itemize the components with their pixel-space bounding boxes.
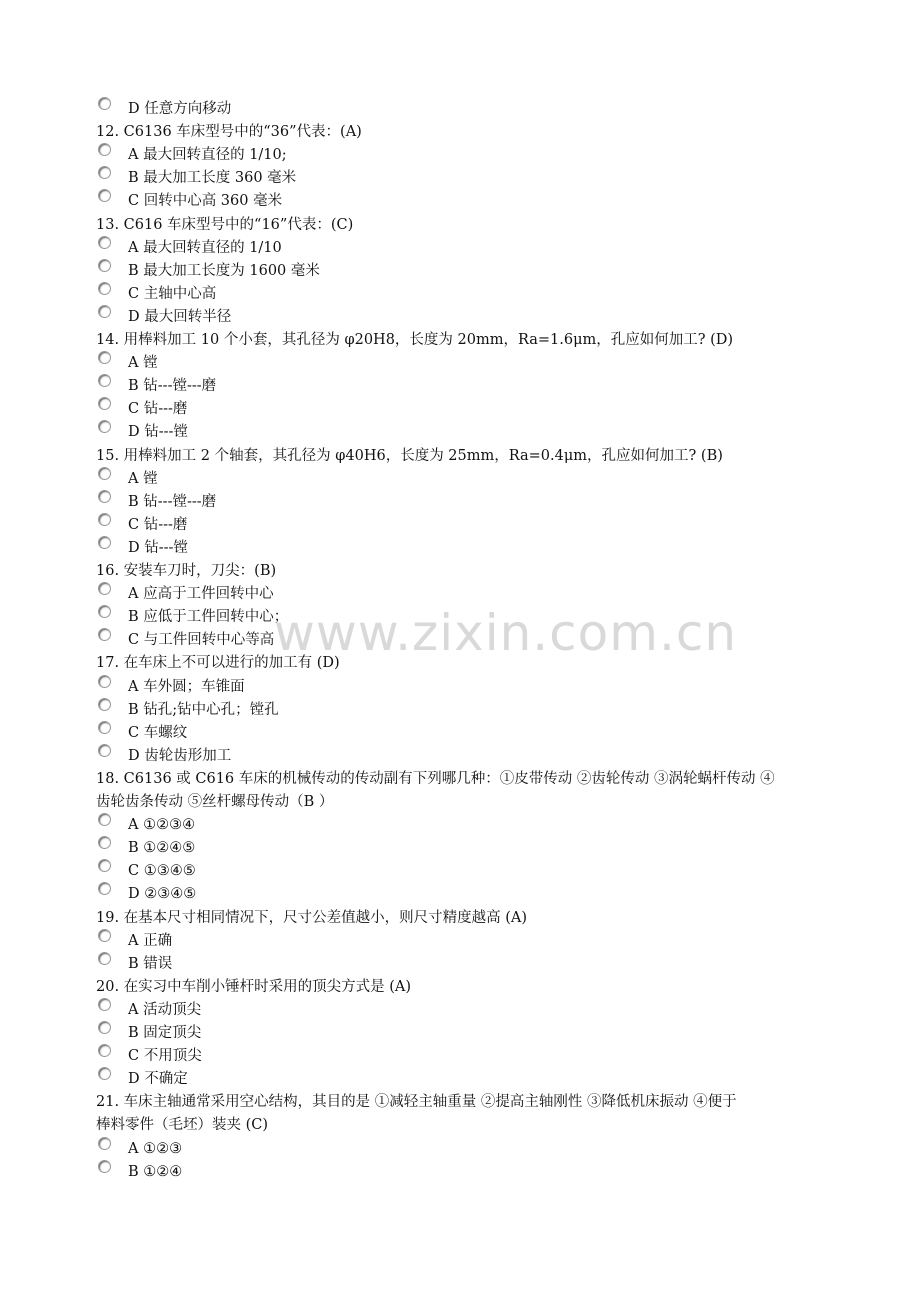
option-label: A 车外圆；车锥面 [128, 678, 245, 695]
watermark: www.zixin.com.cn [274, 604, 738, 662]
option-label: C ①③④⑤ [128, 863, 196, 880]
radio-button[interactable] [98, 628, 111, 641]
radio-button[interactable] [98, 582, 111, 595]
question-text: 17. 在车床上不可以进行的加工有 (D) [96, 655, 340, 672]
option-label: A 镗 [128, 355, 158, 372]
radio-button[interactable] [98, 605, 111, 618]
radio-button[interactable] [98, 836, 111, 849]
option-label: C 钻---磨 [128, 401, 188, 418]
radio-button[interactable] [98, 97, 111, 110]
question-text: 13. C616 车床型号中的“16”代表：(C) [96, 216, 354, 233]
radio-button[interactable] [98, 1044, 111, 1057]
option-label: C 车螺纹 [128, 724, 188, 741]
option-label: D 最大回转半径 [128, 308, 232, 325]
option-label: B 最大加工长度 360 毫米 [128, 170, 297, 187]
question-text: 18. C6136 或 C616 车床的机械传动的传动副有下列哪几种：①皮带传动 ②齿轮传动 ③涡轮蜗杆传动 ④ [96, 770, 775, 787]
option-label: A 镗 [128, 470, 158, 487]
question-text: 21. 车床主轴通常采用空心结构，其目的是 ①减轻主轴重量 ②提高主轴刚性 ③降低机床振动 ④便于 [96, 1094, 737, 1111]
option-label: A 活动顶尖 [128, 1001, 202, 1018]
option-label: D 任意方向移动 [128, 101, 232, 117]
question-text: 20. 在实习中车削小锤杆时采用的顶尖方式是 (A) [96, 978, 412, 995]
radio-button[interactable] [98, 698, 111, 711]
radio-button[interactable] [98, 1160, 111, 1173]
radio-button[interactable] [98, 282, 111, 295]
option-label: B 最大加工长度为 1600 毫米 [128, 262, 320, 279]
radio-button[interactable] [98, 929, 111, 942]
option-label: B 钻---镗---磨 [128, 378, 217, 395]
option-label: A 应高于工件回转中心 [128, 586, 274, 603]
radio-button[interactable] [98, 259, 111, 272]
radio-button[interactable] [98, 351, 111, 364]
radio-button[interactable] [98, 236, 111, 249]
radio-button[interactable] [98, 374, 111, 387]
question-text: 12. C6136 车床型号中的“36”代表：(A) [96, 124, 362, 141]
radio-button[interactable] [98, 420, 111, 433]
option-label: A 最大回转直径的 1/10; [128, 147, 287, 164]
radio-button[interactable] [98, 305, 111, 318]
radio-button[interactable] [98, 1067, 111, 1080]
radio-button[interactable] [98, 513, 111, 526]
option-label: C 回转中心高 360 毫米 [128, 193, 283, 210]
radio-button[interactable] [98, 166, 111, 179]
option-label: A 最大回转直径的 1/10 [128, 239, 282, 256]
option-label: C 与工件回转中心等高 [128, 632, 275, 649]
radio-button[interactable] [98, 882, 111, 895]
option-label: D 钻---镗 [128, 424, 188, 441]
option-label: C 不用顶尖 [128, 1048, 202, 1065]
option-label: C 主轴中心高 [128, 285, 217, 302]
option-label: B 错误 [128, 955, 173, 972]
radio-button[interactable] [98, 1021, 111, 1034]
option-label: D 不确定 [128, 1071, 188, 1088]
radio-button[interactable] [98, 536, 111, 549]
option-label: B 钻孔;钻中心孔；镗孔 [128, 701, 279, 718]
option-label: A ①②③ [128, 1140, 183, 1157]
question-text: 16. 安装车刀时，刀尖：(B) [96, 563, 277, 579]
question-text: 15. 用棒料加工 2 个轴套，其孔径为 φ40H6，长度为 25mm，Ra=0.4μm，孔应如何加工? (B) [96, 447, 723, 464]
radio-button[interactable] [98, 1137, 111, 1150]
option-label: B ①②④⑤ [128, 840, 196, 857]
radio-button[interactable] [98, 952, 111, 965]
option-label: B ①②④ [128, 1163, 183, 1180]
option-label: D 钻---镗 [128, 539, 188, 556]
option-label: D ②③④⑤ [128, 886, 197, 903]
question-text: 齿轮齿条传动 ⑤丝杆螺母传动（B ） [96, 794, 334, 810]
option-label: B 固定顶尖 [128, 1025, 202, 1041]
question-text: 棒料零件（毛坯）装夹 (C) [96, 1117, 269, 1134]
radio-button[interactable] [98, 813, 111, 826]
option-label: A ①②③④ [128, 817, 196, 834]
radio-button[interactable] [98, 490, 111, 503]
option-label: A 正确 [128, 932, 173, 949]
radio-button[interactable] [98, 859, 111, 872]
radio-button[interactable] [98, 189, 111, 202]
option-label: D 齿轮齿形加工 [128, 747, 232, 764]
option-label: B 应低于工件回转中心； [128, 609, 289, 626]
radio-button[interactable] [98, 143, 111, 156]
question-text: 14. 用棒料加工 10 个小套，其孔径为 φ20H8，长度为 20mm，Ra=1.6μm，孔应如何加工? (D) [96, 332, 734, 348]
radio-button[interactable] [98, 397, 111, 410]
radio-button[interactable] [98, 721, 111, 734]
radio-button[interactable] [98, 744, 111, 757]
radio-button[interactable] [98, 467, 111, 480]
radio-button[interactable] [98, 998, 111, 1011]
radio-button[interactable] [98, 675, 111, 688]
option-label: B 钻---镗---磨 [128, 493, 217, 510]
option-label: C 钻---磨 [128, 516, 188, 533]
question-text: 19. 在基本尺寸相同情况下，尺寸公差值越小，则尺寸精度越高 (A) [96, 909, 528, 926]
